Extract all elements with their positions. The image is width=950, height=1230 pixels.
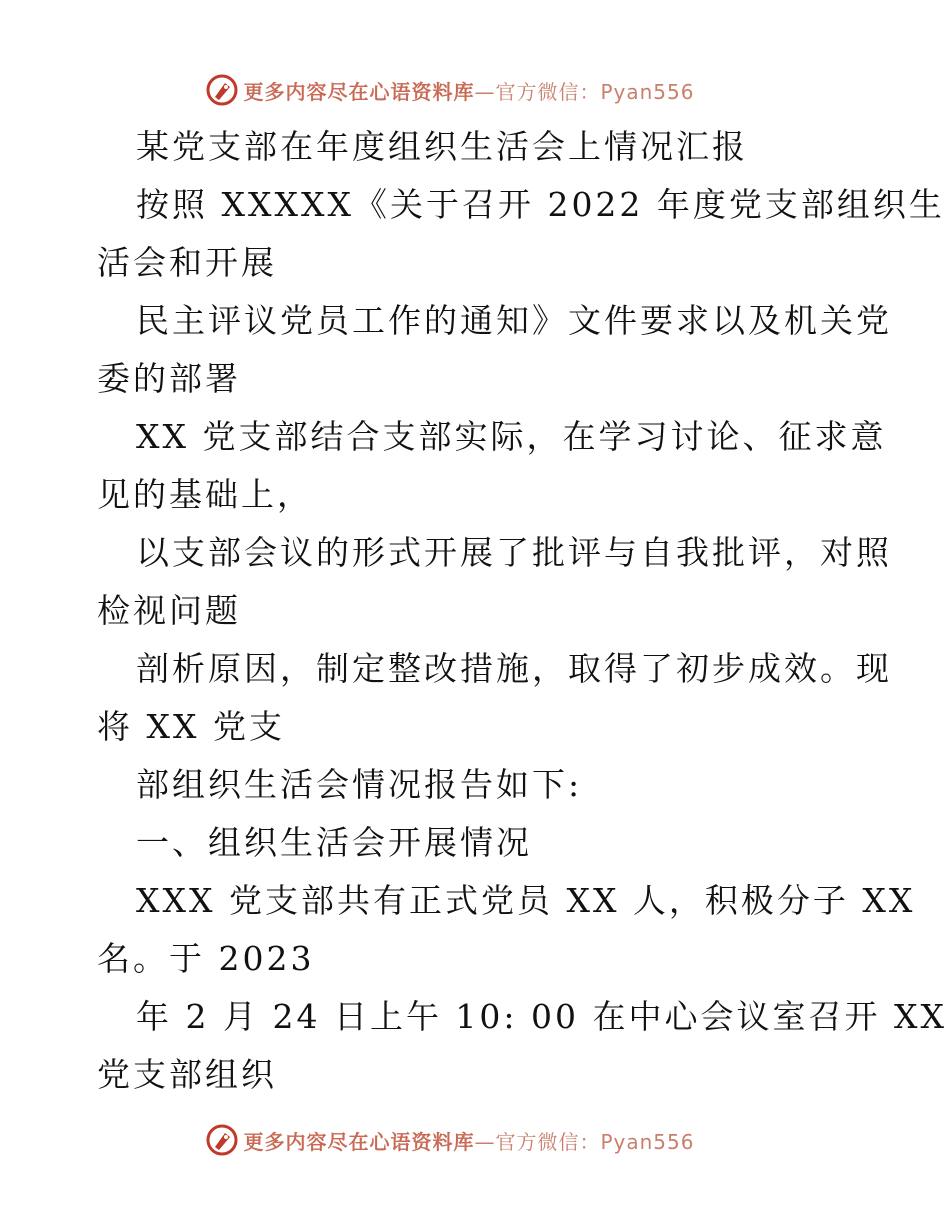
watermark-footer: [0, 1120, 950, 1160]
watermark-main-text: 更多内容尽在心语资料库: [243, 1129, 475, 1154]
paragraph-line: 年 2 月 24 日上午 10: 00 在中心会议室召开 XX: [136, 997, 947, 1036]
paragraph-line: 部组织生活会情况报告如下:: [136, 765, 583, 804]
watermark-sub-text: —官方微信：Pyan556: [474, 1129, 695, 1154]
paragraph-line: 某党支部在年度组织生活会上情况汇报: [136, 127, 748, 166]
paragraph-line: XXX 党支部共有正式党员 XX 人，积极分子 XX: [136, 881, 916, 920]
paragraph-line: 一、组织生活会开展情况: [136, 823, 532, 862]
paragraph-continuation-line: 将 XX 党支: [97, 707, 285, 746]
watermark-header: [0, 70, 950, 110]
pen-nib-logo-icon: [205, 73, 239, 107]
paragraph-continuation-line: 见的基础上，: [97, 475, 313, 514]
paragraph-line: 以支部会议的形式开展了批评与自我批评，对照: [136, 533, 892, 572]
paragraph-continuation-line: 委的部署: [97, 359, 241, 398]
paragraph-continuation-line: 党支部组织: [97, 1055, 277, 1094]
paragraph-line: 剖析原因，制定整改措施，取得了初步成效。现: [136, 649, 892, 688]
paragraph-continuation-line: 名。于 2023: [97, 939, 315, 978]
watermark-main-text: 更多内容尽在心语资料库: [243, 79, 475, 104]
paragraph-continuation-line: 活会和开展: [97, 243, 277, 282]
paragraph-line: 按照 XXXXX《关于召开 2022 年度党支部组织生: [136, 185, 945, 224]
paragraph-line: 民主评议党员工作的通知》文件要求以及机关党: [136, 301, 892, 340]
pen-nib-logo-icon: [205, 1123, 239, 1157]
watermark-text: [243, 1126, 694, 1155]
paragraph-continuation-line: 检视问题: [97, 591, 241, 630]
paragraph-line: XX 党支部结合支部实际，在学习讨论、征求意: [136, 417, 887, 456]
watermark-text: [243, 76, 694, 105]
watermark-sub-text: —官方微信：Pyan556: [474, 79, 695, 104]
